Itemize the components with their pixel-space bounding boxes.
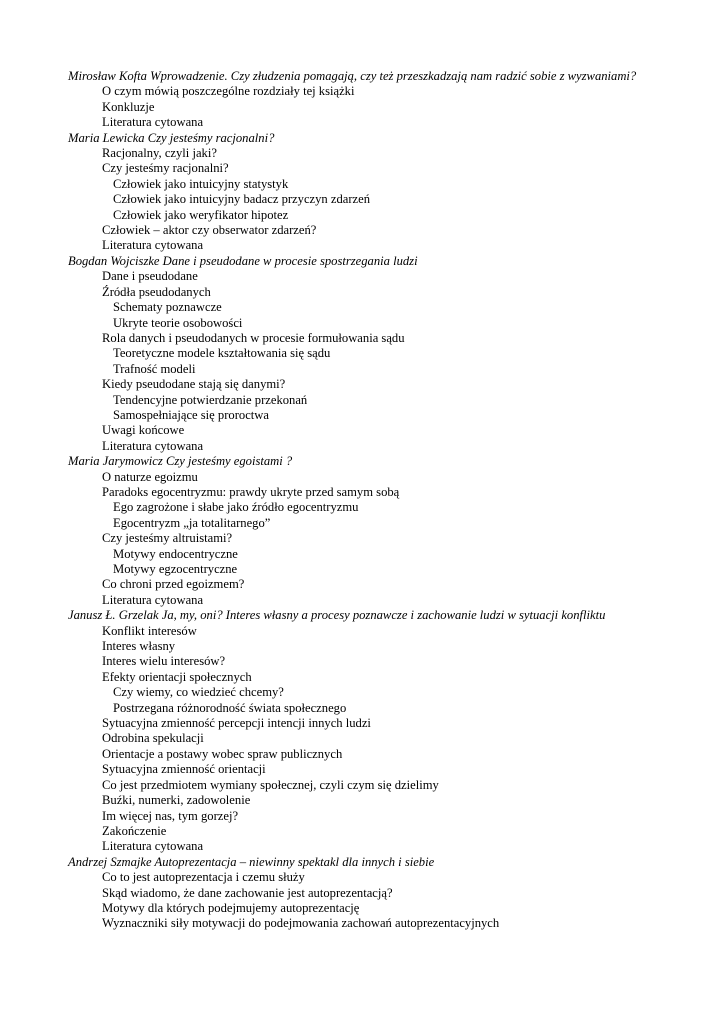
subsection-entry: Motywy egzocentryczne xyxy=(113,562,238,576)
chapter-heading: Maria Jarymowicz Czy jesteśmy egoistami ? xyxy=(68,454,293,469)
section-entry: Literatura cytowana xyxy=(102,115,204,130)
subsection-entry: Egocentryzm „ja totalitarnego” xyxy=(113,515,271,530)
chapter-section xyxy=(68,608,658,855)
section-entry: Sytuacyjna zmienność percepcji intencji innych ludzi xyxy=(102,716,371,731)
section-entry: Wyznaczniki siły motywacji do podejmowania zachowań autoprezentacyjnych xyxy=(102,916,500,931)
section-entry: Co jest przedmiotem wymiany społecznej, czyli czym się dzielimy xyxy=(102,777,439,792)
section-entry: Co chroni przed egoizmem? xyxy=(102,577,245,592)
subsection-entry: Teoretyczne modele kształtowania się sądu xyxy=(113,346,331,361)
chapter-section xyxy=(68,69,658,131)
section-entry: Literatura cytowana xyxy=(102,238,204,253)
subsection-entry: Ego zagrożone i słabe jako źródło egocentryzmu xyxy=(113,500,359,515)
section-entry: Kiedy pseudodane stają się danymi? xyxy=(102,377,286,392)
section-entry: Odrobina spekulacji xyxy=(102,731,204,746)
section-entry: Skąd wiadomo, że dane zachowanie jest autoprezentacją? xyxy=(102,885,393,900)
section-entry: Czy jesteśmy altruistami? xyxy=(102,531,233,546)
section-entry: Zakończenie xyxy=(102,823,167,838)
chapter-heading: Janusz Ł. Grzelak Ja, my, oni? Interes własny a procesy poznawcze i zachowanie ludzi w sytuacji konfliktu xyxy=(68,608,606,623)
section-entry: Paradoks egocentryzmu: prawdy ukryte przed samym sobą xyxy=(102,484,400,499)
subsection-entry: Człowiek jako intuicyjny badacz przyczyn zdarzeń xyxy=(113,192,371,207)
section-entry: Interes własny xyxy=(102,639,176,654)
section-entry: Motywy dla których podejmujemy autoprezentację xyxy=(102,900,360,915)
subsection-entry: Człowiek jako weryfikator hipotez xyxy=(113,207,289,222)
chapter-heading: Andrzej Szmajke Autoprezentacja – niewinny spektakl dla innych i siebie xyxy=(68,854,435,869)
subsection-entry: Postrzegana różnorodność świata społecznego xyxy=(113,700,347,715)
subsection-entry: Samospełniające się proroctwa xyxy=(113,407,269,422)
section-entry: O naturze egoizmu xyxy=(102,469,198,484)
table-of-contents xyxy=(68,69,658,932)
subsection-entry: Ukryte teorie osobowości xyxy=(113,315,243,330)
section-entry: Konflikt interesów xyxy=(102,623,197,638)
subsection-entry: Schematy poznawcze xyxy=(113,300,222,315)
section-entry: Konkluzje xyxy=(102,99,155,114)
section-entry: Interes wielu interesów? xyxy=(102,654,226,669)
section-entry: Człowiek – aktor czy obserwator zdarzeń? xyxy=(102,223,317,238)
chapter-section xyxy=(68,855,658,932)
section-entry: Racjonalny, czyli jaki? xyxy=(102,146,217,161)
chapter-heading: Maria Lewicka Czy jesteśmy racjonalni? xyxy=(68,130,275,145)
subsection-entry: Trafność modeli xyxy=(113,361,196,376)
section-entry: Rola danych i pseudodanych w procesie formułowania sądu xyxy=(102,330,405,345)
section-entry: Sytuacyjna zmienność orientacji xyxy=(102,762,266,777)
section-entry: Im więcej nas, tym gorzej? xyxy=(102,808,239,823)
subsection-entry: Człowiek jako intuicyjny statystyk xyxy=(113,176,289,191)
section-entry: Co to jest autoprezentacja i czemu służy xyxy=(102,870,305,885)
section-entry: Orientacje a postawy wobec spraw publicznych xyxy=(102,746,343,761)
section-entry: Czy jesteśmy racjonalni? xyxy=(102,161,229,176)
section-entry: Literatura cytowana xyxy=(102,839,204,854)
section-entry: Literatura cytowana xyxy=(102,592,204,607)
subsection-entry: Tendencyjne potwierdzanie przekonań xyxy=(113,392,308,407)
section-entry: Dane i pseudodane xyxy=(102,269,198,284)
chapter-heading: Bogdan Wojciszke Dane i pseudodane w procesie spostrzegania ludzi xyxy=(68,253,418,268)
subsection-entry: Motywy endocentryczne xyxy=(113,546,238,561)
chapter-section xyxy=(68,454,658,608)
chapter-section xyxy=(68,131,658,254)
section-entry: Buźki, numerki, zadowolenie xyxy=(102,793,251,808)
section-entry: O czym mówią poszczególne rozdziały tej książki xyxy=(102,84,355,99)
section-entry: Efekty orientacji społecznych xyxy=(102,669,252,684)
chapter-section xyxy=(68,254,658,454)
section-entry: Źródła pseudodanych xyxy=(102,284,211,299)
chapter-heading: Mirosław Kofta Wprowadzenie. Czy złudzenia pomagają, czy też przeszkadzają nam radzić sobie z wyzwaniami? xyxy=(68,69,637,83)
subsection-entry: Czy wiemy, co wiedzieć chcemy? xyxy=(113,685,284,700)
section-entry: Literatura cytowana xyxy=(102,438,204,453)
section-entry: Uwagi końcowe xyxy=(102,423,185,438)
